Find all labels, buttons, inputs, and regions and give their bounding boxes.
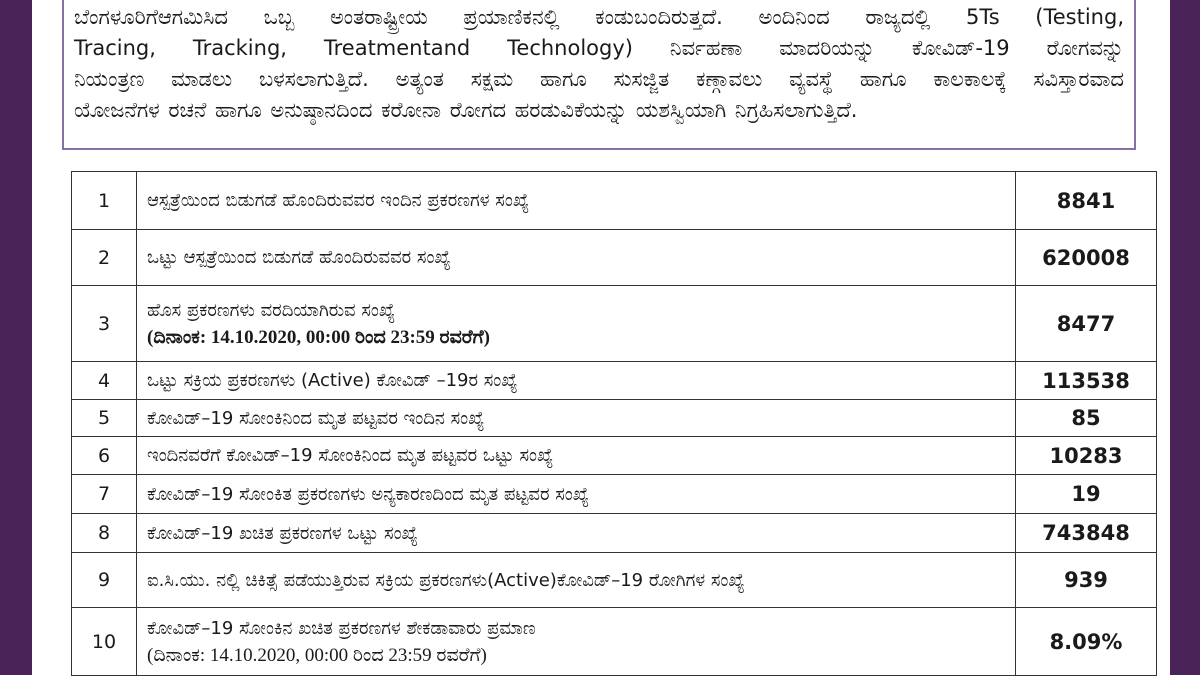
row-number: 1 xyxy=(72,172,137,230)
row-value: 743848 xyxy=(1016,514,1157,553)
table-row xyxy=(72,230,1157,286)
row-number: 10 xyxy=(72,608,137,676)
table-row xyxy=(72,400,1157,437)
row-description-cell xyxy=(137,286,1016,362)
row-description: ಕೋವಿಡ್–19 ಸೋಂಕಿನ ಖಚಿತ ಪ್ರಕರಣಗಳ ಶೇಕಡಾವಾರು ಪ್ರಮಾಣ xyxy=(147,617,536,639)
intro-line: ನಿಯಂತ್ರಣ ಮಾಡಲು ಬಳಸಲಾಗುತ್ತಿದೆ. ಅತ್ಯಂತ ಸಕ್ಷಮ ಹಾಗೂ ಸುಸಜ್ಜಿತ ಕಣ್ಗಾವಲು ವ್ಯವಸ್ಥೆ ಹಾಗೂ ಕಾಲಕಾಲಕ್ಕೆ ಸವಿಸ್ತಾರವಾದ xyxy=(74,67,1124,91)
row-value: 8477 xyxy=(1016,286,1157,362)
row-date-range: (ದಿನಾಂಕ: 14.10.2020, 00:00 ರಿಂದ 23:59 ರವರೆಗೆ) xyxy=(147,644,487,666)
row-description: ಐ.ಸಿ.ಯು. ನಲ್ಲಿ ಚಿಕಿತ್ಸೆ ಪಡೆಯುತ್ತಿರುವ ಸಕ್ರಿಯ ಪ್ರಕರಣಗಳು(Active)ಕೋವಿಡ್–19 ರೋಗಿಗಳ ಸಂಖ್ಯೆ xyxy=(137,553,1016,608)
row-number: 8 xyxy=(72,514,137,553)
table-row xyxy=(72,362,1157,400)
row-value: 939 xyxy=(1016,553,1157,608)
row-value: 8841 xyxy=(1016,172,1157,230)
covid-stats-table xyxy=(71,171,1157,676)
row-value: 8.09% xyxy=(1016,608,1157,676)
table-row xyxy=(72,553,1157,608)
row-value: 85 xyxy=(1016,400,1157,437)
row-description: ಆಸ್ಪತ್ರೆಯಿಂದ ಬಿಡುಗಡೆ ಹೊಂದಿರುವವರ ಇಂದಿನ ಪ್ರಕರಣಗಳ ಸಂಖ್ಯೆ xyxy=(137,172,1016,230)
row-number: 2 xyxy=(72,230,137,286)
row-number: 4 xyxy=(72,362,137,400)
row-value: 620008 xyxy=(1016,230,1157,286)
row-description: ಒಟ್ಟು ಆಸ್ಪತ್ರೆಯಿಂದ ಬಿಡುಗಡೆ ಹೊಂದಿರುವವರ ಸಂಖ್ಯೆ xyxy=(137,230,1016,286)
table-row xyxy=(72,514,1157,553)
intro-paragraph-box xyxy=(62,0,1136,150)
row-description-cell xyxy=(137,608,1016,676)
row-description: ಕೋವಿಡ್–19 ಸೋಂಕಿನಿಂದ ಮೃತ ಪಟ್ಟವರ ಇಂದಿನ ಸಂಖ್ಯೆ xyxy=(137,400,1016,437)
table-row xyxy=(72,475,1157,514)
row-number: 3 xyxy=(72,286,137,362)
intro-line: ಯೋಜನೆಗಳ ರಚನೆ ಹಾಗೂ ಅನುಷ್ಠಾನದಿಂದ ಕರೋನಾ ರೋಗದ ಹರಡುವಿಕೆಯನ್ನು ಯಶಸ್ವಿಯಾಗಿ ನಿಗ್ರಹಿಸಲಾಗುತ್ತಿದೆ. xyxy=(74,98,858,122)
row-number: 7 xyxy=(72,475,137,514)
row-description: ಒಟ್ಟು ಸಕ್ರಿಯ ಪ್ರಕರಣಗಳು (Active) ಕೋವಿಡ್ –19ರ ಸಂಖ್ಯೆ xyxy=(137,362,1016,400)
row-number: 9 xyxy=(72,553,137,608)
row-value: 19 xyxy=(1016,475,1157,514)
intro-line: ಬೆಂಗಳೂರಿಗೆಆಗಮಿಸಿದ ಒಬ್ಬ ಅಂತರಾಷ್ಟ್ರೀಯ ಪ್ರಯಾಣಿಕನಲ್ಲಿ ಕಂಡುಬಂದಿರುತ್ತದೆ. ಅಂದಿನಿಂದ ರಾಜ್ಯದಲ್ಲಿ 5Ts (Testing, xyxy=(74,5,1124,29)
intro-line: Tracing, Tracking, Treatmentand Technology) ನಿರ್ವಹಣಾ ಮಾದರಿಯನ್ನು ಕೋವಿಡ್-19 ರೋಗವನ್ನು xyxy=(74,36,1124,60)
row-number: 5 xyxy=(72,400,137,437)
row-description: ಇಂದಿನವರೆಗೆ ಕೋವಿಡ್–19 ಸೋಂಕಿನಿಂದ ಮೃತ ಪಟ್ಟವರ ಒಟ್ಟು ಸಂಖ್ಯೆ xyxy=(137,437,1016,475)
table-row xyxy=(72,437,1157,475)
table-row xyxy=(72,172,1157,230)
row-value: 10283 xyxy=(1016,437,1157,475)
row-number: 6 xyxy=(72,437,137,475)
row-value: 113538 xyxy=(1016,362,1157,400)
row-description: ಕೋವಿಡ್–19 ಸೋಂಕಿತ ಪ್ರಕರಣಗಳು ಅನ್ಯಕಾರಣದಿಂದ ಮೃತ ಪಟ್ಟವರ ಸಂಖ್ಯೆ xyxy=(137,475,1016,514)
row-date-range: (ದಿನಾಂಕ: 14.10.2020, 00:00 ರಿಂದ 23:59 ರವರೆಗೆ) xyxy=(147,326,490,348)
table-row xyxy=(72,286,1157,362)
table-row xyxy=(72,608,1157,676)
row-description: ಕೋವಿಡ್–19 ಖಚಿತ ಪ್ರಕರಣಗಳ ಒಟ್ಟು ಸಂಖ್ಯೆ xyxy=(137,514,1016,553)
row-description: ಹೊಸ ಪ್ರಕರಣಗಳು ವರದಿಯಾಗಿರುವ ಸಂಖ್ಯೆ xyxy=(147,299,396,321)
